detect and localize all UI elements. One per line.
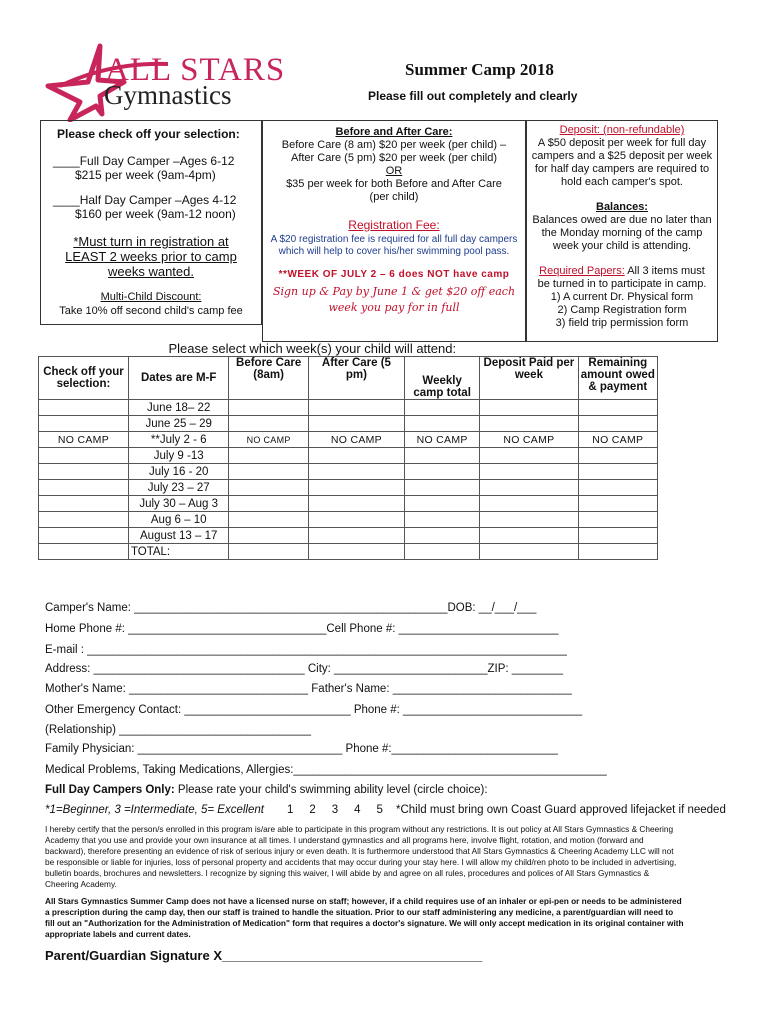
no-camp-deposit: NO CAMP (480, 432, 578, 448)
table-row (39, 416, 658, 432)
header-check: Check off your selection: (39, 357, 129, 400)
full-day-label: Full Day Campers Only: (45, 784, 175, 796)
after-cell[interactable] (308, 512, 404, 528)
weekly-cell[interactable] (405, 496, 480, 512)
waiver-line: I hereby certify that the person/s enrolled in this program is/are able to participate in this program without any restrictions. It is out policy at All Stars Gymnastics & Cheering (45, 824, 674, 834)
remaining-cell[interactable] (578, 480, 657, 496)
check-cell[interactable] (39, 464, 129, 480)
table-row (39, 400, 658, 416)
no-camp-remaining: NO CAMP (578, 432, 657, 448)
weeks-table (38, 341, 658, 560)
selection-box (40, 120, 262, 325)
balances-line-3: week your child is attending. (552, 240, 692, 252)
selection-heading: Please check off your selection: (57, 127, 240, 141)
swim-rating-choices[interactable]: 1 2 3 4 5 (287, 804, 383, 816)
page-subtitle: Please fill out completely and clearly (368, 89, 578, 103)
deposit-line-3: for half day campers are required to (534, 163, 710, 175)
signature-field[interactable]: Parent/Guardian Signature X____________________________________ (45, 948, 483, 963)
page-title: Summer Camp 2018 (405, 60, 554, 79)
care-line-4: (per child) (369, 191, 419, 203)
no-camp-after: NO CAMP (308, 432, 404, 448)
weekly-cell[interactable] (405, 512, 480, 528)
header-dates: Dates are M-F (128, 357, 229, 400)
weekly-cell[interactable] (405, 480, 480, 496)
table-row (39, 448, 658, 464)
date-cell: June 25 – 29 (128, 416, 229, 432)
no-camp-check: NO CAMP (39, 432, 129, 448)
weeks-caption: Please select which week(s) your child will attend: (168, 341, 457, 356)
required-papers-label: Required Papers: (539, 265, 625, 277)
header-remaining: Remaining amount owed & payment (578, 357, 657, 400)
deposit-heading: Deposit: (non-refundable) (559, 124, 685, 136)
check-cell[interactable] (39, 528, 129, 544)
deposit-cell[interactable] (480, 528, 578, 544)
deposit-cell[interactable] (480, 480, 578, 496)
table-row (39, 512, 658, 528)
after-cell[interactable] (308, 480, 404, 496)
medication-line: fill out an "Authorization for the Administration of Medication" form that requires a doctor's signature. We will only accept medication in its original container with (45, 918, 684, 928)
logo-line1: ALL STARS (105, 52, 286, 88)
deposit-cell[interactable] (480, 496, 578, 512)
weekly-cell[interactable] (405, 448, 480, 464)
balances-line-2: the Monday morning of the camp (541, 227, 703, 239)
medication-line: All Stars Gymnastics Summer Camp does not have a licensed nurse on staff; however, if a child requires use of an inhaler or epi-pen or needs to be administered (45, 896, 682, 906)
check-cell[interactable] (39, 480, 129, 496)
emergency-contact-field[interactable]: Other Emergency Contact: __________________________ Phone #: ____________________________ (45, 704, 583, 716)
check-cell[interactable] (39, 416, 129, 432)
camper-name-field[interactable]: Camper's Name: _________________________________________________DOB: __/___/___ (45, 602, 537, 614)
no-camp-before: NO CAMP (229, 432, 308, 448)
medication-paragraph (45, 896, 735, 940)
deposit-line-4: hold each camper's spot. (561, 176, 683, 188)
check-cell[interactable] (39, 512, 129, 528)
required-line-4: 3) field trip permission form (555, 317, 689, 329)
deposit-cell[interactable] (480, 448, 578, 464)
after-cell[interactable] (308, 528, 404, 544)
before-cell[interactable] (229, 528, 308, 544)
waiver-line: backward), therefore presenting an evidence of risk of serious injury or even death. It is furthermore understood that All Stars Gymnastics & Cheering Academy LLC will not (45, 846, 674, 856)
no-camp-weekly: NO CAMP (405, 432, 480, 448)
header-deposit: Deposit Paid per week (480, 357, 578, 400)
promo-line-2: week you pay for in full (328, 301, 460, 314)
deposit-cell[interactable] (480, 512, 578, 528)
before-cell[interactable] (229, 400, 308, 416)
remaining-cell[interactable] (578, 448, 657, 464)
before-cell[interactable] (229, 480, 308, 496)
promo-line-1: Sign up & Pay by June 1 & get $20 off each (272, 285, 516, 298)
waiver-paragraph (45, 824, 735, 890)
balances-line-1: Balances owed are due no later than (532, 214, 712, 226)
must-note-2: LEAST 2 weeks prior to camp (65, 249, 237, 264)
total-blank (39, 544, 129, 560)
physician-field[interactable]: Family Physician: ________________________________ Phone #:__________________________ (45, 743, 558, 755)
remaining-cell[interactable] (578, 464, 657, 480)
weekly-cell[interactable] (405, 464, 480, 480)
care-line-1: Before Care (8 am) $20 per week (per child) – (281, 139, 507, 151)
parents-field[interactable]: Mother's Name: ____________________________ Father's Name: ____________________________ (45, 683, 572, 695)
table-row-no-camp (39, 432, 658, 448)
required-line-1: be turned in to participate in camp. (537, 278, 707, 290)
deposit-line-1: A $50 deposit per week for full day (537, 137, 707, 149)
before-cell[interactable] (229, 416, 308, 432)
registration-fee-heading: Registration Fee: (348, 218, 440, 232)
multi-child-text: Take 10% off second child's camp fee (59, 305, 243, 317)
weekly-cell[interactable] (405, 416, 480, 432)
registration-fee-2: which will help to cover his/her swimming pool pass. (278, 246, 510, 257)
before-cell[interactable] (229, 512, 308, 528)
required-papers-heading (527, 265, 717, 278)
swim-scale: *1=Beginner, 3 =Intermediate, 5= Excellent (45, 804, 264, 816)
date-cell: **July 2 - 6 (128, 432, 229, 448)
weekly-cell[interactable] (405, 528, 480, 544)
date-cell: July 23 – 27 (128, 480, 229, 496)
after-cell[interactable] (308, 400, 404, 416)
registration-fee-1: A $20 registration fee is required for all full day campers (270, 234, 518, 245)
care-line-3: $35 per week for both Before and After Care (286, 178, 502, 190)
check-cell[interactable] (39, 448, 129, 464)
waiver-line: be responsible or liable for injuries, loss of personal property and accidents that may occur during your stay here. I will allow my child/ren photo to be included in advertising, (45, 857, 677, 867)
email-field[interactable]: E-mail : ___________________________________________________________________________ (45, 644, 567, 656)
remaining-cell[interactable] (578, 416, 657, 432)
date-cell: August 13 – 17 (128, 528, 229, 544)
date-cell: July 16 - 20 (128, 464, 229, 480)
total-deposit[interactable] (480, 544, 578, 560)
date-cell: July 30 – Aug 3 (128, 496, 229, 512)
care-or: OR (385, 165, 403, 177)
table-row (39, 464, 658, 480)
full-day-option[interactable]: ____Full Day Camper –Ages 6-12 (53, 154, 235, 168)
phone-fields[interactable]: Home Phone #: _______________________________Cell Phone #: _________________________ (45, 623, 559, 635)
deposit-cell[interactable] (480, 416, 578, 432)
address-field[interactable]: Address: _________________________________ City: ________________________ZIP: ________ (45, 663, 563, 675)
deposit-cell[interactable] (480, 464, 578, 480)
logo-line2: Gymnastics (104, 80, 232, 110)
care-heading: Before and After Care: (335, 126, 453, 138)
deposit-box (526, 120, 718, 342)
total-label: TOTAL: (128, 544, 229, 560)
medication-line: a prescription during the camp day, then our staff is trained to handle the situation. Prior to our staff administering any medicine, a parent/guardian will need to (45, 907, 674, 917)
before-cell[interactable] (229, 464, 308, 480)
check-cell[interactable] (39, 400, 129, 416)
required-line-2: 1) A current Dr. Physical form (550, 291, 694, 303)
after-cell[interactable] (308, 496, 404, 512)
full-day-price: $215 per week (9am-4pm) (75, 168, 216, 182)
date-cell: July 9 -13 (128, 448, 229, 464)
total-after[interactable] (308, 544, 404, 560)
check-cell[interactable] (39, 496, 129, 512)
header-weekly: Weekly camp total (405, 357, 480, 400)
lifejacket-note: *Child must bring own Coast Guard approved lifejacket if needed (396, 804, 726, 816)
total-row (39, 544, 658, 560)
required-papers-rest: All 3 items must (624, 265, 705, 277)
balances-heading: Balances: (596, 201, 648, 213)
date-cell: June 18– 22 (128, 400, 229, 416)
remaining-cell[interactable] (578, 400, 657, 416)
table-row (39, 480, 658, 496)
date-cell: Aug 6 – 10 (128, 512, 229, 528)
waiver-line: bulletin boards, brochures and newsletters. I recognize by signing this waiver, I will abide by and agree on all rules, procedures and polices of All Stars Gymnastics & (45, 868, 650, 878)
relationship-field[interactable]: (Relationship) ______________________________ (45, 724, 312, 736)
weekly-cell[interactable] (405, 400, 480, 416)
deposit-line-2: campers and a $25 deposit per week (531, 150, 713, 162)
waiver-line: Cheering Academy. (45, 879, 117, 889)
care-box (262, 120, 526, 342)
total-before[interactable] (229, 544, 308, 560)
no-camp-week-note: **WEEK OF JULY 2 – 6 does NOT have camp (278, 269, 510, 280)
care-line-2: After Care (5 pm) $20 per week (per child) (290, 152, 498, 164)
full-day-rest: Please rate your child's swimming ability level (circle choice): (174, 784, 488, 796)
before-cell[interactable] (229, 496, 308, 512)
medical-field[interactable]: Medical Problems, Taking Medications, Allergies:_________________________________________________ (45, 764, 607, 776)
remaining-cell[interactable] (578, 528, 657, 544)
deposit-cell[interactable] (480, 400, 578, 416)
after-cell[interactable] (308, 448, 404, 464)
medication-line: appropriate labels and current dates. (45, 929, 191, 939)
half-day-option[interactable]: ____Half Day Camper –Ages 4-12 (53, 193, 237, 207)
header-after: After Care (5 pm) (308, 357, 404, 400)
table-row (39, 528, 658, 544)
after-cell[interactable] (308, 416, 404, 432)
remaining-cell[interactable] (578, 496, 657, 512)
waiver-line: Academy that you use and provide your own insurance at all times. I understand gymnastics and all programs here, involve flight, rotation, and motion (forward and (45, 835, 644, 845)
multi-child-heading: Multi-Child Discount: (100, 291, 202, 303)
must-note-1: *Must turn in registration at (73, 234, 229, 249)
half-day-price: $160 per week (9am-12 noon) (75, 207, 236, 221)
table-row (39, 496, 658, 512)
before-cell[interactable] (229, 448, 308, 464)
total-remaining[interactable] (578, 544, 657, 560)
swim-ability-heading (45, 784, 488, 796)
required-line-3: 2) Camp Registration form (557, 304, 687, 316)
total-weekly[interactable] (405, 544, 480, 560)
must-note-3: weeks wanted. (108, 264, 194, 279)
after-cell[interactable] (308, 464, 404, 480)
header-before: Before Care (8am) (229, 357, 308, 400)
remaining-cell[interactable] (578, 512, 657, 528)
